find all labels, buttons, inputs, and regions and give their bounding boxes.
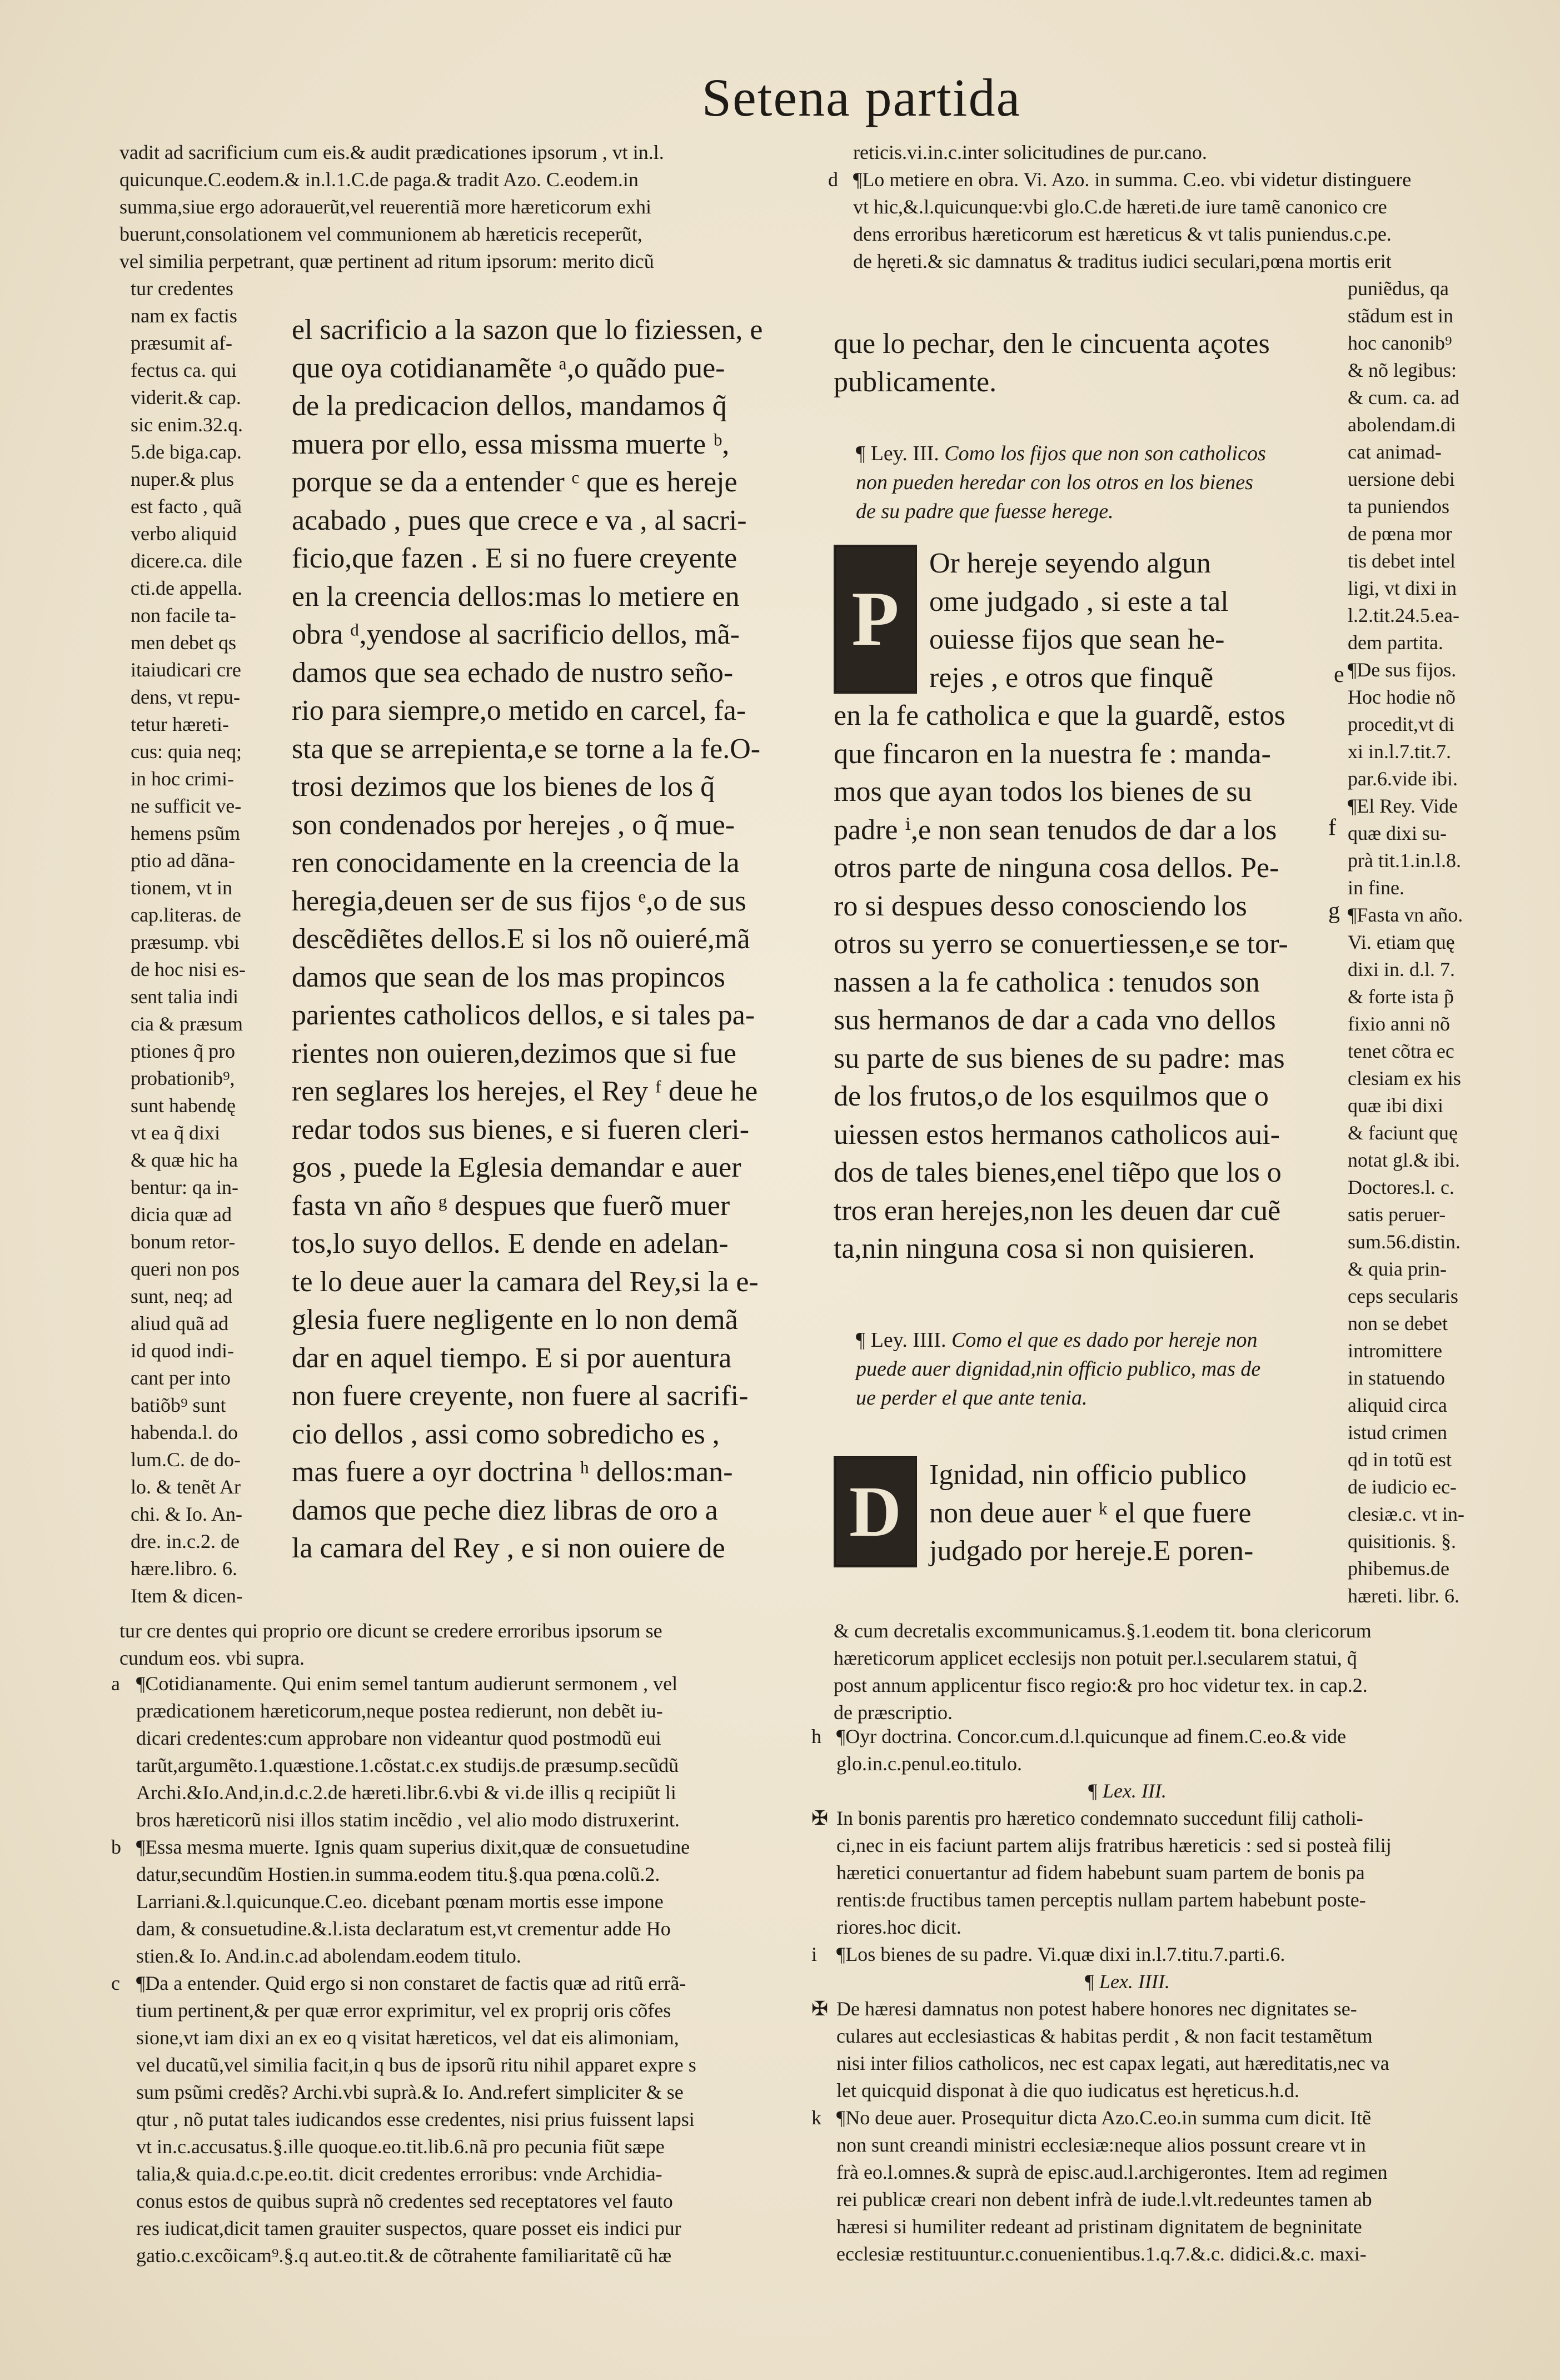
main-text-line: muera por ello, essa missma muerte ᵇ, (292, 428, 730, 460)
margin-gloss-line: aliquid circa (1348, 1394, 1447, 1416)
margin-gloss-line: ¶Fasta vn año. (1348, 904, 1463, 926)
margin-gloss-line: & nõ legibus: (1348, 359, 1457, 381)
main-text-line: trosi dezimos que los bienes de los q̃ (292, 771, 715, 803)
note-line: dam, & consuetudine.&.l.ista declaratum est,vt crementur adde Ho (136, 1918, 671, 1940)
margin-gloss-line: prà tit.1.in.l.8. (1348, 849, 1461, 872)
rubric-text: Como los fijos que non son catholicos (944, 442, 1266, 465)
note-line: tarũt,argumẽto.1.quæstione.1.cõstat.c.ex studijs.de præsump.secũdũ (136, 1754, 679, 1776)
note-letter: k (811, 2107, 821, 2129)
right-notes (811, 1723, 1442, 2268)
note-line: vel ducatũ,vel similia facit,in q bus de ipsorũ ritu nihil apparet expre s (136, 2054, 696, 2076)
rubric-ley-3 (856, 439, 1339, 526)
law-3-text (834, 545, 1337, 1268)
margin-gloss-line: quisitionis. §. (1348, 1530, 1457, 1552)
gloss-line: vel similia perpetrant, quæ pertinent ad ritum ipsorum: merito dicũ (119, 250, 654, 272)
margin-gloss-line: abolendam.di (1348, 414, 1456, 436)
main-text-line: de los frutos,o de los esquilmos que o (834, 1081, 1269, 1112)
gloss-line: ¶Lo metiere en obra. Vi. Azo. in summa. C.eo. vbi videtur distinguere (853, 168, 1412, 191)
margin-gloss-line: sum.56.distin. (1348, 1231, 1461, 1253)
gloss-line: summa,siue ergo adorauerũt,vel reuerentiã more hæreticorum exhi (119, 196, 651, 218)
margin-gloss-line: & faciunt quę (1348, 1122, 1458, 1144)
main-text-line: su parte de sus bienes de su padre: mas (834, 1042, 1285, 1074)
margin-gloss-line: de pœna mor (1348, 522, 1452, 545)
main-text-line: glesia fuere negligente en lo non demã (292, 1304, 738, 1336)
main-text-line: uiessen estos hermanos catholicos aui- (834, 1118, 1280, 1151)
note-letter: d (828, 168, 838, 191)
margin-gloss-line: sunt habendę (131, 1094, 236, 1117)
note-line: In bonis parentis pro hæretico condemnato succedunt filij catholi- (836, 1807, 1363, 1829)
main-text-line: obra ᵈ,yendose al sacrificio dellos, mã- (292, 619, 740, 650)
gloss-line: & cum decretalis excommunicamus.§.1.eodem tit. bona clericorum (834, 1620, 1372, 1642)
main-text-line: mos que ayan todos los bienes de su (834, 776, 1252, 808)
gloss-note (111, 1670, 800, 1834)
note-letter: b (111, 1836, 121, 1858)
gloss-note (811, 1941, 1442, 1968)
main-text-line: la camara del Rey , e si non ouiere de (292, 1532, 725, 1564)
margin-gloss-line: de hoc nisi es- (131, 958, 246, 980)
margin-gloss-line: hemens psũm (131, 822, 240, 844)
note-line: prædicationem hæreticorum,neque postea redierunt, non debẽt iu- (136, 1700, 663, 1722)
margin-gloss-line: dicia quæ ad (131, 1203, 232, 1226)
margin-gloss-line: ¶De sus fijos. (1348, 659, 1457, 681)
rubric-lead: ¶ Ley. IIII. (856, 1328, 951, 1352)
note-line: tium pertinent,& per quæ error exprimitur, vel ex proprij oris cõfes (136, 1999, 671, 2021)
note-line: stien.& Io. And.in.c.ad abolendam.eodem titulo. (136, 1945, 521, 1967)
note-line: non sunt creandi ministri ecclesiæ:neque alios possunt creare vt in (836, 2134, 1366, 2156)
margin-gloss-line: sent talia indi (131, 985, 238, 1008)
note-line: ¶Da a entender. Quid ergo si non constaret de factis quæ ad ritũ errã- (136, 1972, 686, 1994)
gloss-line: de hęreti.& sic damnatus & traditus iudici seculari,pœna mortis erit (853, 250, 1392, 272)
lex-heading: ¶ Lex. IIII. (1084, 1970, 1170, 1993)
main-text-line: rio para siempre,o metido en carcel, fa- (292, 695, 746, 726)
lex-heading: ¶ Lex. III. (1087, 1780, 1167, 1802)
gloss-line: dens erroribus hæreticorum est hæreticus & vt talis puniendus.c.pe. (853, 223, 1392, 245)
main-text-line: son condenados por herejes , o q̃ mue- (292, 809, 735, 841)
margin-gloss-line: in hoc crimi- (131, 768, 234, 790)
note-letter-f: f (1328, 815, 1336, 840)
gloss-note (111, 1970, 800, 2269)
main-text-line: te lo deue auer la camara del Rey,si la e- (292, 1266, 759, 1298)
main-text-line: tros eran herejes,non les deuen dar cuẽ (834, 1194, 1281, 1227)
main-text-line: ro si despues desso conosciendo los (834, 890, 1247, 922)
margin-gloss-line: ta puniendos (1348, 495, 1449, 517)
right-margin-gloss (1348, 275, 1487, 1610)
note-line: conus estos de quibus suprà nõ credentes sed receptatores vel fauto (136, 2190, 673, 2212)
margin-gloss-line: in fine. (1348, 877, 1404, 899)
note-letter-e: e (1334, 662, 1344, 688)
main-text-line: otros parte de ninguna cosa dellos. Pe- (834, 852, 1279, 884)
margin-gloss-line: habenda.l. do (131, 1421, 238, 1443)
gloss-line: quicunque.C.eodem.& in.l.1.C.de paga.& tradit Azo. C.eodem.in (119, 168, 639, 191)
left-gloss-continuation (119, 1617, 800, 1672)
main-text-line: judgado por hereje.E poren- (929, 1535, 1254, 1567)
note-line: riores.hoc dicit. (836, 1916, 961, 1938)
margin-gloss-line: non facile ta- (131, 604, 236, 626)
note-line: hæresi si humiliter redeant ad pristinam dignitatem de begninitate (836, 2215, 1362, 2238)
margin-gloss-line: cant per into (131, 1367, 231, 1389)
gloss-note (828, 166, 1445, 275)
main-text-line: nassen a la fe catholica : tenudos son (834, 966, 1260, 998)
margin-gloss-line: hære.libro. 6. (131, 1557, 237, 1580)
left-margin-gloss (131, 275, 275, 1610)
rubric-line: ue perder el que ante tenia. (856, 1386, 1088, 1410)
margin-gloss-line: id quod indi- (131, 1340, 234, 1362)
note-line: ¶No deue auer. Prosequitur dicta Azo.C.eo.in summa cum dicit. Itẽ (836, 2107, 1372, 2129)
gloss-note (811, 1805, 1442, 1941)
margin-gloss-line: cap.literas. de (131, 904, 241, 926)
main-text-line: otros su yerro se conuertiessen,e se tor- (834, 928, 1288, 960)
main-text-line: Ignidad, nin officio publico (929, 1459, 1247, 1491)
margin-gloss-line: Item & dicen- (131, 1585, 243, 1607)
margin-gloss-line: bentur: qa in- (131, 1176, 238, 1198)
margin-gloss-line: ptiones q̃ pro (131, 1040, 235, 1062)
main-text-line: ome judgado , si este a tal (929, 585, 1229, 618)
main-text-line: Or hereje seyendo algun (929, 547, 1211, 579)
margin-gloss-line: dens, vt repu- (131, 686, 240, 708)
main-text-line: ouiesse fijos que sean he- (929, 624, 1225, 655)
note-letter: c (111, 1972, 120, 1994)
note-line: ¶Oyr doctrina. Concor.cum.d.l.quicunque ad finem.C.eo.& vide (836, 1725, 1347, 1747)
margin-gloss-line: est facto , quã (131, 495, 242, 517)
main-text-line: parientes catholicos dellos, e si tales pa- (292, 999, 755, 1031)
main-text-line: dos de tales bienes,enel tiẽpo que los o (834, 1157, 1282, 1188)
margin-gloss-line: dixi in. d.l. 7. (1348, 958, 1456, 980)
main-text-line: dar en aquel tiempo. E si por auentura (292, 1342, 732, 1374)
note-line: rentis:de fructibus tamen perceptis nullam partem habebunt poste- (836, 1889, 1366, 1911)
margin-gloss-line: viderit.& cap. (131, 386, 241, 409)
main-text-line: cio dellos , assi como sobredicho es , (292, 1418, 720, 1450)
margin-gloss-line: dicere.ca. dile (131, 550, 242, 572)
note-line: De hæresi damnatus non potest habere honores nec dignitates se- (836, 1998, 1357, 2020)
note-letter: h (811, 1725, 821, 1747)
law-4-text (834, 1456, 1337, 1571)
margin-gloss-line: istud crimen (1348, 1421, 1447, 1443)
margin-gloss-line: qd in totũ est (1348, 1448, 1452, 1471)
note-line: glo.in.c.penul.eo.titulo. (836, 1752, 1022, 1775)
margin-gloss-line: præsump. vbi (131, 931, 240, 953)
right-main-top (834, 325, 1337, 401)
margin-gloss-line: tenet cõtra ec (1348, 1040, 1454, 1062)
main-text-line: publicamente. (834, 366, 997, 398)
margin-gloss-line: sic enim.32.q. (131, 414, 243, 436)
main-text-line: sus hermanos de dar a cada vno dellos (834, 1004, 1276, 1036)
main-text-line: padre ⁱ,e non sean tenudos de dar a los (834, 814, 1277, 846)
rubric-text: Como el que es dado por hereje non (951, 1328, 1258, 1352)
main-text-line: redar todos sus bienes, e si fueren cleri- (292, 1113, 750, 1146)
margin-gloss-line: lum.C. de do- (131, 1448, 241, 1471)
top-gloss-left (119, 139, 798, 275)
main-text-line: ta,nin ninguna cosa si non quisieren. (834, 1233, 1255, 1264)
right-top-gloss (828, 139, 1445, 275)
note-line: frà eo.l.omnes.& suprà de episc.aud.l.archigerontes. Item ad regimen (836, 2161, 1388, 2183)
gloss-line: de præscriptio. (834, 1701, 953, 1724)
main-text-line: de la predicacion dellos, mandamos q̃ (292, 390, 727, 422)
note-line: res iudicat,dicit tamen grauiter suspectos, quare posset eis indici pur (136, 2217, 681, 2239)
gloss-note (111, 1834, 800, 1970)
main-text-line: ficio,que fazen . E si no fuere creyente (292, 542, 737, 574)
gloss-note (811, 2104, 1442, 2268)
note-line: culares aut ecclesiasticas & habitas perdit , & non facit testamẽtum (836, 2025, 1373, 2047)
main-text-line: rientes non ouieren,dezimos que si fue (292, 1037, 736, 1069)
main-text-line: damos que peche diez libras de oro a (292, 1494, 718, 1526)
main-text-line: gos , puede la Eglesia demandar e auer (292, 1152, 741, 1183)
note-line: qtur , nõ putat tales iudicandos esse credentes, nisi prius fuissent lapsi (136, 2108, 695, 2130)
rubric-line: puede auer dignidad,nin officio publico, mas de (856, 1357, 1261, 1381)
margin-gloss-line: Vi. etiam quę (1348, 931, 1455, 953)
margin-gloss-line: par.6.vide ibi. (1348, 768, 1458, 790)
margin-gloss-line: batiõb⁹ sunt (131, 1394, 226, 1416)
main-text-line: acabado , pues que crece e va , al sacri- (292, 504, 747, 536)
margin-gloss-line: procedit,vt di (1348, 713, 1454, 735)
note-line: ¶Los bienes de su padre. Vi.quæ dixi in.l.7.titu.7.parti.6. (836, 1943, 1285, 1965)
margin-gloss-line: intromittere (1348, 1340, 1442, 1362)
margin-gloss-line: quæ dixi su- (1348, 822, 1447, 844)
right-gloss-continuation (834, 1617, 1442, 1726)
margin-gloss-line: Doctores.l. c. (1348, 1176, 1454, 1198)
gloss-line: vadit ad sacrificium cum eis.& audit prædicationes ipsorum , vt in.l. (119, 141, 664, 163)
margin-gloss-line: de iudicio ec- (1348, 1476, 1457, 1498)
margin-gloss-line: ligi, vt dixi in (1348, 577, 1457, 599)
margin-gloss-line: & quæ hic ha (131, 1149, 238, 1171)
margin-gloss-line: itaiudicari cre (131, 659, 241, 681)
note-letter: ✠ (811, 1807, 829, 1829)
gloss-line: cundum eos. vbi supra. (119, 1647, 305, 1669)
page-header: Setena partida (701, 68, 1021, 127)
note-line: ci,nec in eis faciunt partem alijs fratribus hæreticis : sed si posteà filij (836, 1834, 1392, 1856)
main-text-line: en la fe catholica e que la guardẽ, estos (834, 700, 1285, 731)
note-line: gatio.c.excõicam⁹.§.q aut.eo.tit.& de cõtrahente familiaritatẽ cũ hæ (136, 2244, 672, 2267)
note-letter: a (111, 1672, 120, 1695)
margin-gloss-line: in statuendo (1348, 1367, 1445, 1389)
margin-gloss-line: vt ea q̃ dixi (131, 1122, 220, 1144)
margin-gloss-line: Hoc hodie nõ (1348, 686, 1456, 708)
gloss-line: buerunt,consolationem vel communionem ab hæreticis receperũt, (119, 223, 642, 245)
margin-gloss-line: probationib⁹, (131, 1067, 235, 1089)
gloss-line: post annum applicentur fisco regio:& pro hoc videtur tex. in cap.2. (834, 1674, 1368, 1696)
margin-gloss-line: dem partita. (1348, 631, 1443, 654)
margin-gloss-line: chi. & Io. An- (131, 1503, 242, 1525)
main-text-line: en la creencia dellos:mas lo metiere en (292, 580, 740, 613)
margin-gloss-line: quæ ibi dixi (1348, 1094, 1444, 1117)
margin-gloss-line: tetur hæreti- (131, 713, 229, 735)
margin-gloss-line: cat animad- (1348, 441, 1442, 463)
margin-gloss-line: tis debet intel (1348, 550, 1456, 572)
note-line: datur,secundũm Hostien.in summa.eodem titu.§.qua pœna.colũ.2. (136, 1863, 660, 1885)
main-text-line: mas fuere a oyr doctrina ʰ dellos:man- (292, 1456, 733, 1488)
rubric-line (856, 439, 1339, 468)
margin-gloss-line: nuper.& plus (131, 468, 234, 490)
gloss-line: reticis.vi.in.c.inter solicitudines de pur.cano. (853, 141, 1207, 163)
margin-gloss-line: xi in.l.7.tit.7. (1348, 740, 1452, 763)
main-text-line: ren conocidamente en la creencia de la (292, 847, 740, 879)
margin-gloss-line: præsumit af- (131, 332, 232, 354)
note-line: ¶Essa mesma muerte. Ignis quam superius dixit,quæ de consuetudine (136, 1836, 690, 1858)
note-letter-g: g (1328, 898, 1340, 924)
rubric-line: de su padre que fuesse herege. (856, 500, 1114, 523)
main-text-line: rejes , e otros que finquẽ (929, 661, 1214, 694)
margin-gloss-line: cti.de appella. (131, 577, 242, 599)
main-text-line: damos que sean de los mas propincos (292, 961, 725, 993)
margin-gloss-line: notat gl.& ibi. (1348, 1149, 1460, 1171)
main-text-line: non deue auer ᵏ el que fuere (929, 1497, 1252, 1529)
note-line: talia,& quia.d.c.pe.eo.tit. dicit credentes erroribus: vnde Archidia- (136, 2163, 662, 2185)
margin-gloss-line: verbo aliquid (131, 522, 237, 545)
margin-gloss-line: men debet qs (131, 631, 236, 654)
margin-gloss-line: cus: quia neq; (131, 740, 242, 763)
margin-gloss-line: lo. & tenẽt Ar (131, 1476, 241, 1498)
rubric-line: non pueden heredar con los otros en los bienes (856, 471, 1253, 494)
gloss-line: tur cre dentes qui proprio ore dicunt se credere erroribus ipsorum se (119, 1620, 662, 1642)
note-line: rei publicæ creari non debent infrà de iude.l.vlt.redeuntes tamen ab (836, 2188, 1372, 2210)
main-text-line: que fincaron en la nuestra fe : manda- (834, 738, 1271, 770)
main-text-line: fasta vn año ᵍ despues que fuerõ muer (292, 1189, 730, 1222)
margin-gloss-line: & quia prin- (1348, 1258, 1447, 1280)
note-line: ecclesiæ restituuntur.c.conuenientibus.1.q.7.&.c. didici.&.c. maxi- (836, 2243, 1367, 2265)
left-notes (111, 1670, 800, 2269)
margin-gloss-line: & cum. ca. ad (1348, 386, 1459, 409)
note-letter: i (811, 1943, 818, 1965)
margin-gloss-line: queri non pos (131, 1258, 240, 1280)
note-line: sione,vt iam dixi an ex eo q visitat hæreticos, vel dat eis alimoniam, (136, 2027, 679, 2049)
margin-gloss-line: bonum retor- (131, 1231, 236, 1253)
main-text-line: non fuere creyente, non fuere al sacrifi- (292, 1380, 749, 1412)
rubric-lead: ¶ Ley. III. (856, 442, 945, 465)
main-text-line: tos,lo suyo dellos. E dende en adelan- (292, 1228, 729, 1259)
margin-gloss-line: nam ex factis (131, 305, 237, 327)
margin-gloss-line: tionem, vt in (131, 877, 232, 899)
margin-gloss-line: sunt, neq; ad (131, 1285, 232, 1307)
gloss-line: hæreticorum applicet ecclesijs non potuit per.l.secularem statui, q̃ (834, 1647, 1357, 1669)
margin-gloss-line: hoc canonib⁹ (1348, 332, 1452, 354)
margin-gloss-line: & forte ista p̃ (1348, 985, 1454, 1008)
note-line: hæretici conuertantur ad fidem habebunt suam partem de bonis pa (836, 1861, 1365, 1884)
margin-gloss-line: 5.de biga.cap. (131, 441, 242, 463)
note-letter: ✠ (811, 1998, 829, 2020)
margin-gloss-line: fectus ca. qui (131, 359, 237, 381)
main-text-line: ren seglares los herejes, el Rey ᶠ deue he (292, 1076, 758, 1107)
margin-gloss-line: puniẽdus, qa (1348, 277, 1449, 300)
main-text-line: descẽdiẽtes dellos.E si los nõ ouieré,mã (292, 923, 750, 955)
main-text-line: damos que sea echado de nustro seño- (292, 656, 734, 689)
main-text-line: el sacrificio a la sazon que lo fiziessen, e (292, 314, 763, 346)
note-line: Archi.&Io.And,in.d.c.2.de hæreti.libr.6.vbi & vi.de illis q recipiũt li (136, 1781, 676, 1804)
margin-gloss-line: ptio ad dãna- (131, 849, 235, 872)
margin-gloss-line: hæreti. libr. 6. (1348, 1585, 1459, 1607)
left-main-text (292, 311, 800, 1568)
margin-gloss-line: ceps secularis (1348, 1285, 1458, 1307)
gloss-note (811, 1723, 1442, 1777)
decorated-initial-d: D (834, 1456, 917, 1567)
main-text-line: que oya cotidianamẽte ᵃ,o quãdo pue- (292, 352, 725, 384)
note-line: let quicquid disponat à die quo iudicatus est hęreticus.h.d. (836, 2079, 1299, 2102)
margin-gloss-line: tur credentes (131, 277, 233, 300)
margin-gloss-line: phibemus.de (1348, 1557, 1449, 1580)
note-line: ¶Cotidianamente. Qui enim semel tantum audierunt sermonem , vel (136, 1672, 678, 1695)
note-line: sum psũmi credẽs? Archi.vbi suprà.& Io. And.refert simpliciter & se (136, 2081, 684, 2103)
margin-gloss-line: aliud quã ad (131, 1312, 228, 1335)
margin-gloss-line: ne sufficit ve- (131, 795, 242, 817)
note-line: dicari credentes:cum approbare non videantur quod postmodũ eui (136, 1727, 661, 1749)
note-line: Larriani.&.l.quicunque.C.eo. dicebant pœnam mortis esse impone (136, 1890, 664, 1913)
margin-gloss-line: ¶El Rey. Vide (1348, 795, 1458, 817)
gloss-note (811, 1995, 1442, 2104)
main-text-line: que lo pechar, den le cincuenta açotes (834, 328, 1270, 360)
margin-gloss-line: non se debet (1348, 1312, 1448, 1335)
margin-gloss-line: satis peruer- (1348, 1203, 1446, 1226)
main-text-line: porque se da a entender ᶜ que es hereje (292, 466, 737, 498)
margin-gloss-line: cia & præsum (131, 1013, 243, 1035)
rubric-ley-4 (856, 1326, 1339, 1412)
note-line: nisi inter filios catholicos, nec est capax legati, aut hæreditatis,nec va (836, 2052, 1389, 2074)
margin-gloss-line: stãdum est in (1348, 305, 1453, 327)
margin-gloss-line: dre. in.c.2. de (131, 1530, 240, 1552)
margin-gloss-line: clesiam ex his (1348, 1067, 1461, 1089)
rubric-line (856, 1326, 1339, 1355)
note-line: vt in.c.accusatus.§.ille quoque.eo.tit.lib.6.nã pro pecunia fiũt sæpe (136, 2135, 665, 2158)
note-line: bros hæreticorũ nisi illos statim incẽdio , vel alio modo distruxerint. (136, 1809, 680, 1831)
margin-gloss-line: clesiæ.c. vt in- (1348, 1503, 1464, 1525)
main-text-line: heregia,deuen ser de sus fijos ᵉ,o de sus (292, 885, 746, 917)
margin-gloss-line: uersione debi (1348, 468, 1455, 490)
margin-gloss-line: l.2.tit.24.5.ea- (1348, 604, 1459, 626)
margin-gloss-line: fixio anni nõ (1348, 1013, 1450, 1035)
decorated-initial-p: P (834, 545, 917, 694)
gloss-line: vt hic,&.l.quicunque:vbi glo.C.de hæreti.de iure tamẽ canonico cre (853, 196, 1387, 218)
main-text-line: sta que se arrepienta,e se torne a la fe.O- (292, 733, 761, 765)
